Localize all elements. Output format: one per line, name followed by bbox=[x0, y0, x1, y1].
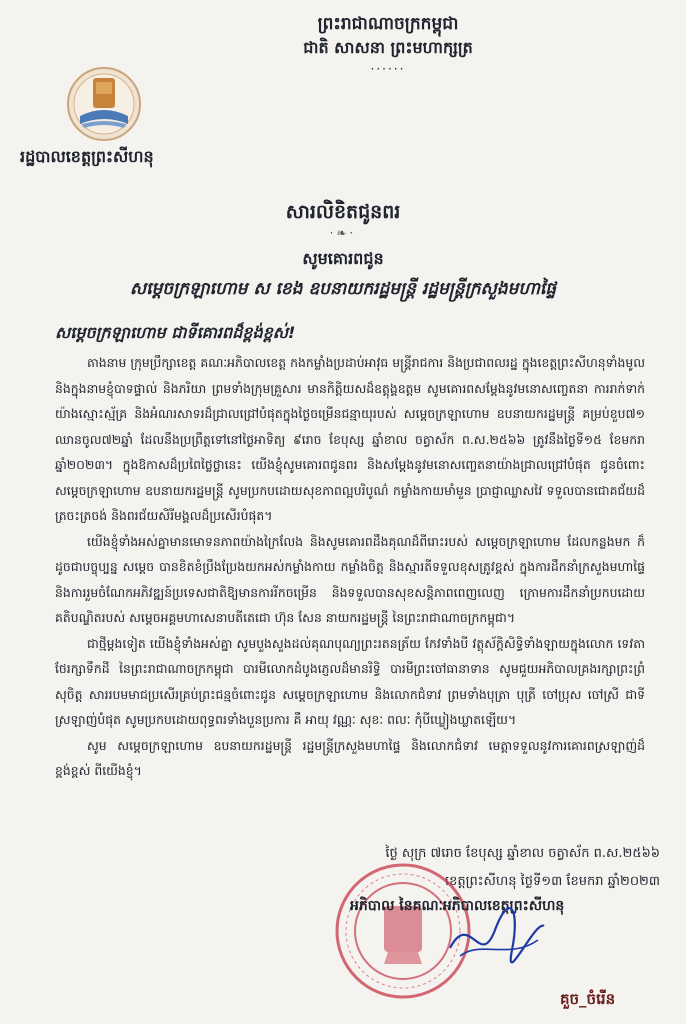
body-paragraph: ជាថ្មីម្ដងទៀត យើងខ្ញុំទាំងអស់គ្នា សូមបួងសួងដល់គុណបុណ្យព្រះរតនត្រ័យ កែវទាំងបី វត្ថុស័ក្ដិសិទ្ធិទាំងឡាយក្នុងលោក ទេវតាថែរក្សាទឹកដី នៃព្រះរាជាណាចក្រកម្ពុជា បារមីលោកដំបូងភ្ញេលដ៏មានរិទ្ធិ បារមីព្រះចៅធានាទាន សូមជួយអភិបាលគ្រងរក្សាព្រះព្រំសុចិត្ត សាររបមមាជប្រសើរគ្រប់ព្រះជន្មចំពោះជូន សម្ដេចក្រឡាហោម និងលោកជំទាវ ព្រមទាំងបុត្រា បុត្រី ចៅប្រុស ចៅស្រី ជាទីស្រឡាញ់បំផុត សូមប្រកបដោយពុទ្ធពរទាំងបួនប្រការ គឺ អាយុ វណ្ណៈ សុខៈ ពលៈ កុំបីឃ្លៀងឃ្លាតឡើយ។ bbox=[55, 635, 645, 727]
solar-date: ខេត្តព្រះសីហនុ ថ្ងៃទី១៣ ខែមករា ឆ្នាំ២០២៣ bbox=[445, 874, 660, 889]
letter-body bbox=[55, 350, 645, 784]
issuing-authority: រដ្ឋបាលខេត្តព្រះសីហនុ bbox=[20, 147, 154, 166]
signing-office: អភិបាល នៃគណៈអភិបាលខេត្តព្រះសីហនុ bbox=[350, 898, 565, 914]
respect-line: សូមគោរពជូន bbox=[302, 249, 384, 268]
national-motto: ជាតិ សាសនា ព្រះមហាក្សត្រ bbox=[303, 38, 473, 57]
body-paragraph: តាងនាម ក្រុមប្រឹក្សាខេត្ត គណៈអភិបាលខេត្ត កងកម្លាំងប្រដាប់អាវុធ មន្ត្រីរាជការ និងប្រជាពលរដ្ឋ ក្នុងខេត្តព្រះសីហនុទាំងមូល និងក្នុងនាមខ្ញុំបាទផ្ទាល់ និងភរិយា ព្រមទាំងក្រុមគ្រួសារ មានកិត្តិយសដ៏ឧត្ដុង្គឧត្ដម សូមគោរពសម្ដែងនូវមនោសញ្ចេតនា ការរាក់ទាក់យ៉ាងស្មោះស្ម័គ្រ និងអំណរសាទរដ៏ជ្រាលជ្រៅបំផុតក្នុងថ្ងៃចម្រើនជន្មាយុរបស់ សម្ដេចក្រឡាហោម ឧបនាយករដ្ឋមន្ត្រី គម្រប់ខួប៧១ ឈានចូល៧២ឆ្នាំ ដែលនឹងប្រព្រឹត្តទៅនៅថ្ងៃអាទិត្យ ៩រោច ខែបុស្ស ឆ្នាំខាល ចត្វាស័ក ព.ស.២៥៦៦ ត្រូវនឹងថ្ងៃទី១៥ ខែមករា ឆ្នាំ២០២៣។ ក្នុងឱកាសដ៏ប្រពៃថ្លៃថ្លានេះ យើងខ្ញុំសូមគោរពជូនពរ និងសម្ដែងនូវមនោសញ្ចេតនាយ៉ាងជ្រាលជ្រៅបំផុត ជូនចំពោះ សម្ដេចក្រឡាហោម ឧបនាយករដ្ឋមន្ត្រី សូមប្រកបដោយសុខភាពល្អបរិបូណ៌ កម្លាំងកាយមាំមួន ប្រាជ្ញាឈ្លាសវៃ ទទួលបានជោគជ័យដ៏ត្រចះត្រចង់ និងពរជ័យសិរីមង្គលដ៏ប្រសើរបំផុត។ bbox=[55, 355, 645, 523]
lunar-date: ថ្ងៃ សុក្រ ៧រោច ខែបុស្ស ឆ្នាំខាល ចត្វាស័ក ព.ស.២៥៦៦ bbox=[385, 846, 660, 861]
province-emblem-icon bbox=[66, 66, 142, 142]
body-paragraph: យើងខ្ញុំទាំងអស់គ្នាមានមោទនភាពយ៉ាងក្រៃលែង និងសូមគោរពដឹងគុណដ៏ពីរោះរបស់ សម្ដេចក្រឡាហោម ដែលកន្លងមក ក៏ដូចជាបច្ចុប្បន្ន សម្ដេច បានខិតខំប្រឹងប្រែងយកអស់កម្លាំងកាយ កម្លាំងចិត្ត និងស្មារតីទទួលខុសត្រូវខ្ពស់ ក្នុងការដឹកនាំក្រសួងមហាផ្ទៃ និងការរួមចំណែកអភិវឌ្ឍន៍ប្រទេសជាតិឱ្យមានការរីកចម្រើន និងទទួលបានសុខសន្តិភាពពេញលេញ ក្រោមការដឹកនាំប្រកបដោយគតិបណ្ឌិតរបស់ សម្ដេចអគ្គមហាសេនាបតីតេជោ ហ៊ុន សែន នាយករដ្ឋមន្ត្រី នៃព្រះរាជាណាចក្រកម្ពុជា។ bbox=[55, 533, 645, 625]
header-ornament: ······ bbox=[370, 62, 406, 76]
kingdom-title: ព្រះរាជាណាចក្រកម្ពុជា bbox=[317, 14, 459, 34]
body-paragraph: សូម សម្ដេចក្រឡាហោម ឧបនាយករដ្ឋមន្ត្រី រដ្ឋមន្ត្រីក្រសួងមហាផ្ទៃ និងលោកជំទាវ មេត្តាទទួលនូវការគោរពស្រឡាញ់ដ៏ខ្ពង់ខ្ពស់ ពីយើងខ្ញុំ។ bbox=[55, 737, 645, 778]
signer-name: គួច_ចំរើន bbox=[560, 990, 616, 1008]
recipient-line: សម្ដេចក្រឡាហោម ស ខេង ឧបនាយករដ្ឋមន្ត្រី រដ្ឋមន្ត្រីក្រសួងមហាផ្ទៃ bbox=[129, 279, 557, 299]
salutation: សម្ដេចក្រឡាហោម ជាទីគោរពដ៏ខ្ពង់ខ្ពស់! bbox=[55, 323, 296, 342]
signature-icon bbox=[440, 900, 550, 970]
document-title: សារលិខិតជូនពរ bbox=[285, 201, 401, 223]
title-ornament: ·❧· bbox=[329, 226, 357, 240]
